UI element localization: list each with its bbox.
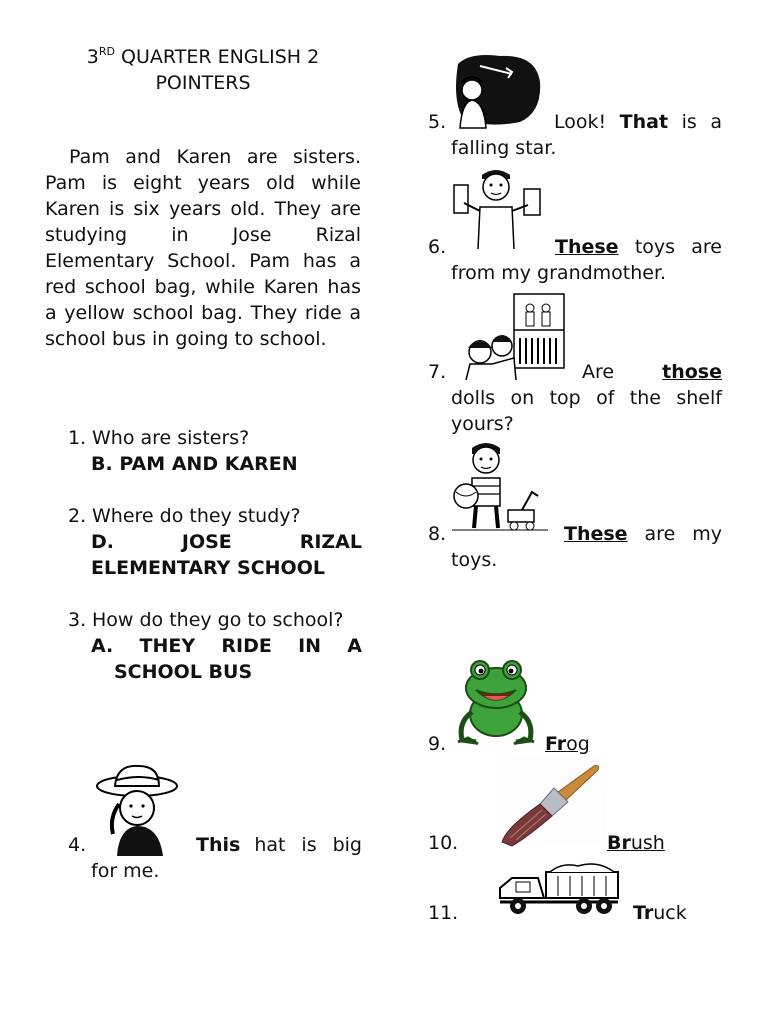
pointer-text-continued: for me. xyxy=(91,860,160,882)
demonstrative-keyword: those xyxy=(662,361,722,383)
pointer-number: 8. xyxy=(428,523,447,545)
question-number: 1. xyxy=(68,427,87,449)
pointer-text: hat is big xyxy=(254,834,362,856)
question-3 xyxy=(68,607,362,685)
word-blend: Br xyxy=(607,832,631,854)
title-ordinal: RD xyxy=(98,45,116,58)
pointer-text: Are xyxy=(582,361,615,383)
question-text: Where do they study? xyxy=(92,505,301,527)
demonstrative-keyword: These xyxy=(564,523,628,545)
question-2 xyxy=(68,503,362,581)
passage-text: Pam and Karen are sisters. Pam is eight years old while Karen is six years old. They are studying in Jose Rizal Elementary School. Pam has a red school bag, while Karen has a yellow school bag. They ride a school bus in going to school. xyxy=(45,146,361,350)
answer-line-2: ELEMENTARY SCHOOL xyxy=(91,557,325,579)
pointer-text-continued: toys. xyxy=(451,549,498,571)
word-10 xyxy=(428,830,665,856)
question-1 xyxy=(68,425,362,477)
word-rest: og xyxy=(566,733,590,755)
answer-line-1: D. JOSE RIZAL xyxy=(91,531,362,553)
question-text: Who are sisters? xyxy=(92,427,250,449)
pointer-text-continued: from my grandmother. xyxy=(451,262,667,284)
pointer-text-continued: dolls on top of the shelf xyxy=(451,387,722,409)
pointer-number: 4. xyxy=(68,834,87,856)
word-number: 9. xyxy=(428,733,447,755)
answer: B. PAM AND KAREN xyxy=(91,453,298,475)
pointer-6: 6. These toys are from my grandmother. xyxy=(428,236,722,284)
demonstrative-keyword: This xyxy=(196,834,241,856)
pointer-text-end: yours? xyxy=(451,413,514,435)
demonstrative-keyword: These xyxy=(555,236,619,258)
word-rest: ush xyxy=(630,832,665,854)
pointer-text-continued: falling star. xyxy=(451,137,557,159)
pointer-number: 7. xyxy=(428,361,447,383)
pointer-number: 6. xyxy=(428,236,447,258)
word-number: 11. xyxy=(428,902,459,924)
word-blend: Tr xyxy=(633,902,654,924)
pointer-number: 5. xyxy=(428,111,447,133)
question-number: 2. xyxy=(68,505,87,527)
pointer-8: 8. These are my toys. xyxy=(428,523,722,571)
demonstrative-keyword: That xyxy=(619,111,669,133)
word-11 xyxy=(428,900,687,926)
page-title xyxy=(40,44,366,96)
title-line2: POINTERS xyxy=(155,72,251,94)
pointer-text: Look! xyxy=(554,111,607,133)
word-blend: Fr xyxy=(545,733,567,755)
question-number: 3. xyxy=(68,609,87,631)
answer-line-1: A. THEY RIDE IN A xyxy=(91,635,362,657)
word-9 xyxy=(428,731,590,757)
title-line1: QUARTER ENGLISH 2 xyxy=(115,46,320,68)
question-text: How do they go to school? xyxy=(92,609,344,631)
pointer-4 xyxy=(68,832,362,884)
word-rest: uck xyxy=(653,902,687,924)
reading-passage xyxy=(45,144,361,352)
pointer-7 xyxy=(428,359,722,437)
answer-line-2: SCHOOL BUS xyxy=(114,661,253,683)
title-number: 3 xyxy=(86,46,99,68)
word-number: 10. xyxy=(428,832,459,854)
pointer-5: 5. Look! That is a falling star. xyxy=(428,111,722,159)
